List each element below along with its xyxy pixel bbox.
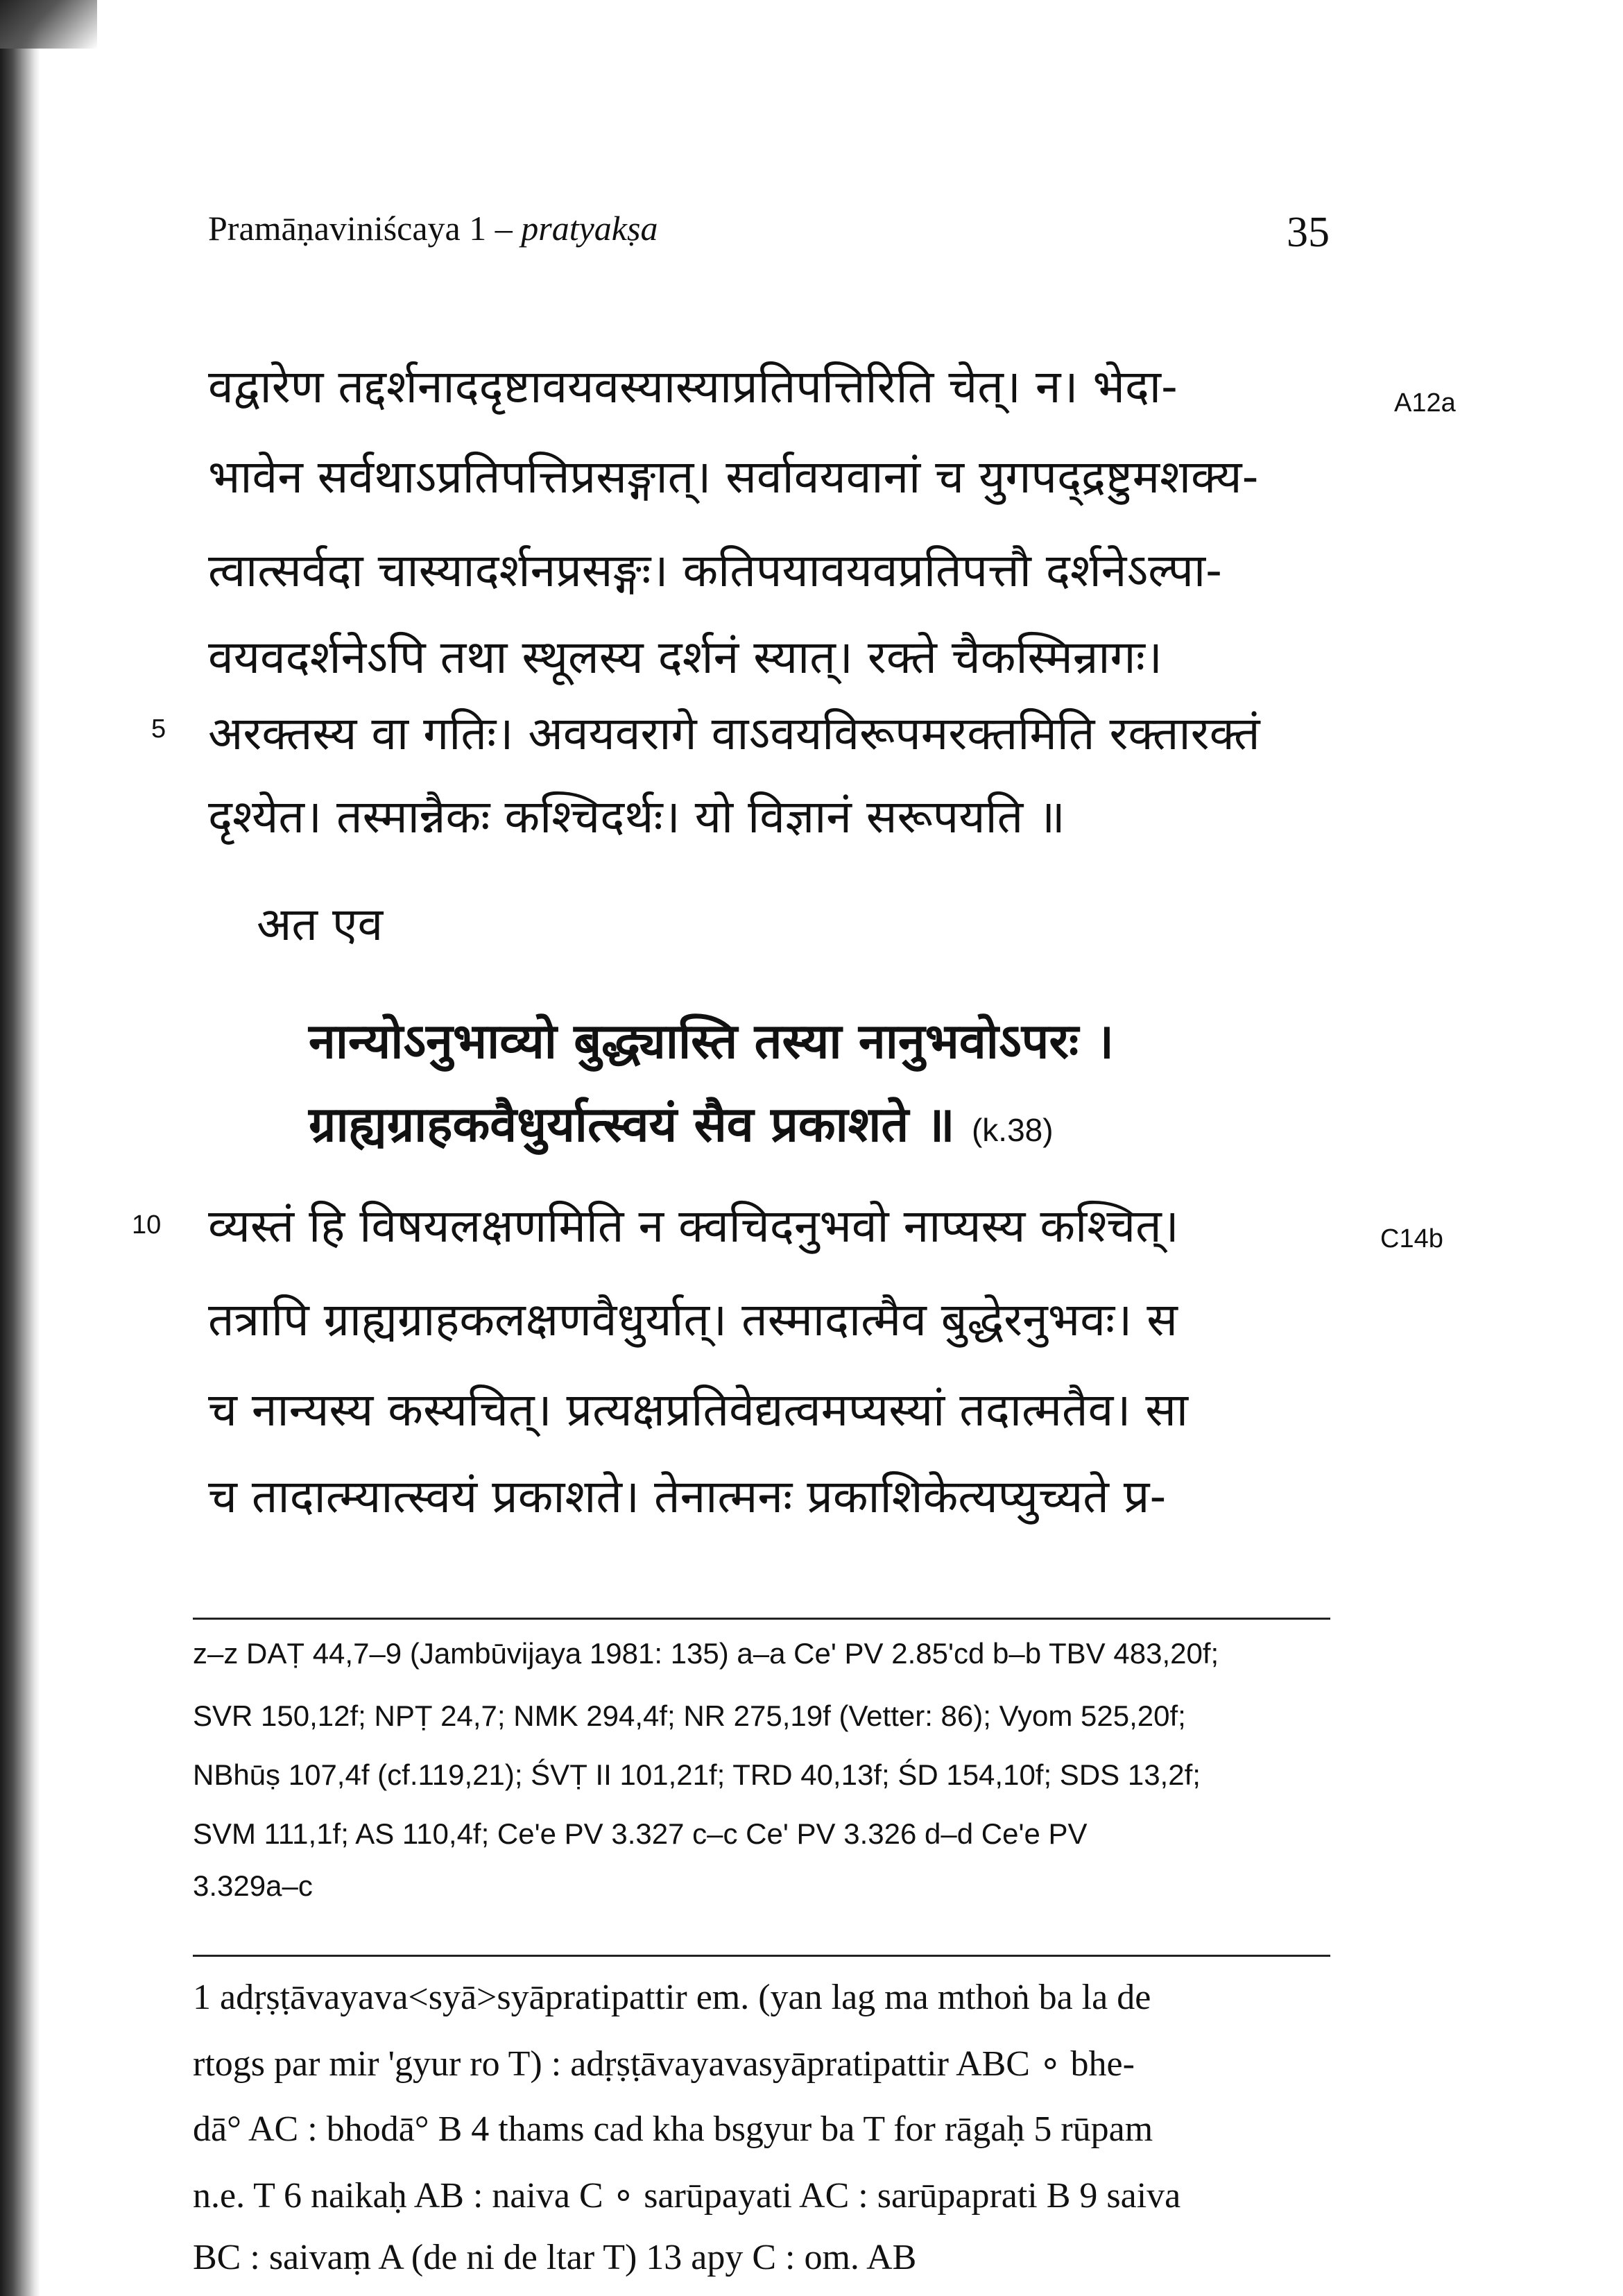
note-line-3: dā° AC : bhodā° B 4 thams cad kha bsgyur ba T for rāgaḥ 5 rūpam: [193, 2109, 1153, 2149]
text-line-3: त्वात्सर्वदा चास्यादर्शनप्रसङ्गः। कतिपयावयवप्रतिपत्तौ दर्शनेऽल्पा-: [208, 544, 1222, 597]
text-line-12: च नान्यस्य कस्यचित्। प्रत्यक्षप्रतिवेद्यत्वमप्यस्यां तदात्मतैव। सा: [208, 1383, 1189, 1437]
notes-rule: [193, 1955, 1330, 1957]
line-number-10: 10: [132, 1210, 162, 1240]
note-line-1: 1 adṛṣṭāvayava<syā>syāpratipattir em. (yan lag ma mthoṅ ba la de: [193, 1978, 1151, 2017]
text-line-11: तत्रापि ग्राह्यग्राहकलक्षणवैधुर्यात्। तस्मादात्मैव बुद्धेरनुभवः। स: [208, 1293, 1178, 1346]
page-number: 35: [1287, 209, 1330, 256]
verse-number: (k.38): [971, 1112, 1054, 1148]
text-line-5: अरक्तस्य वा गतिः। अवयवरागे वाऽवयविरूपमरक्तमिति रक्तारक्तं: [208, 707, 1260, 760]
text-line-13: च तादात्म्यात्स्वयं प्रकाशते। तेनात्मनः प्रकाशिकेत्यप्युच्यते प्र-: [208, 1470, 1167, 1523]
apparatus-line-4: SVM 111,1f; AS 110,4f; Ce'e PV 3.327 c–c Ce' PV 3.326 d–d Ce'e PV: [193, 1817, 1088, 1850]
note-line-5: BC : saivaṃ A (de ni de ltar T) 13 apy C : om. AB: [193, 2238, 917, 2277]
text-line-4: वयवदर्शनेऽपि तथा स्थूलस्य दर्शनं स्यात्। रक्ते चैकस्मिन्रागः।: [208, 631, 1162, 684]
line-number-5: 5: [151, 714, 166, 744]
apparatus-rule: [193, 1618, 1330, 1620]
verse-line-1: नान्योऽनुभाव्यो बुद्ध्यास्ति तस्या नानुभवोऽपरः ।: [309, 1013, 1115, 1070]
apparatus-line-1: z–z DAṬ 44,7–9 (Jambūvijaya 1981: 135) a–a Ce' PV 2.85'cd b–b TBV 483,20f;: [193, 1637, 1219, 1670]
ata-eva: अत एव: [257, 898, 384, 951]
text-line-6: दृश्येत। तस्मान्नैकः कश्चिदर्थः। यो विज्ञानं सरूपयति ॥: [208, 790, 1065, 843]
verse-line-2-text: ग्राह्यग्राहकवैधुर्यात्स्वयं सैव प्रकाशते ॥: [309, 1096, 955, 1153]
scan-edge: [0, 0, 40, 2296]
running-title: [208, 208, 658, 248]
apparatus-line-2: SVR 150,12f; NPṬ 24,7; NMK 294,4f; NR 275,19f (Vetter: 86); Vyom 525,20f;: [193, 1699, 1186, 1732]
text-line-1: वद्वारेण तद्दर्शनाददृष्टावयवस्यास्याप्रतिपत्तिरिति चेत्। न। भेदा-: [208, 360, 1178, 413]
scan-corner: [0, 0, 97, 49]
apparatus-line-3: NBhūṣ 107,4f (cf.119,21); ŚVṬ II 101,21f; TRD 40,13f; ŚD 154,10f; SDS 13,2f;: [193, 1758, 1201, 1791]
note-line-2: rtogs par mir 'gyur ro T) : adṛṣṭāvayavasyāpratipattir ABC ∘ bhe-: [193, 2044, 1135, 2084]
text-line-10: व्यस्तं हि विषयलक्षणमिति न क्वचिदनुभवो नाप्यस्य कश्चित्।: [208, 1199, 1179, 1253]
margin-ref-a12a: A12a: [1394, 388, 1456, 418]
verse-line-2: [309, 1089, 1054, 1156]
margin-ref-c14b: C14b: [1380, 1224, 1443, 1253]
text-line-2: भावेन सर्वथाऽप्रतिपत्तिप्रसङ्गात्। सर्वावयवानां च युगपद्द्रष्टुमशक्य-: [208, 450, 1259, 504]
apparatus-line-5: 3.329a–c: [193, 1869, 313, 1902]
running-title-text: Pramāṇaviniścaya 1 –: [208, 209, 522, 248]
note-line-4: n.e. T 6 naikaḥ AB : naiva C ∘ sarūpayati AC : sarūpaprati B 9 saiva: [193, 2176, 1181, 2216]
running-title-italic: pratyakṣa: [521, 209, 658, 248]
